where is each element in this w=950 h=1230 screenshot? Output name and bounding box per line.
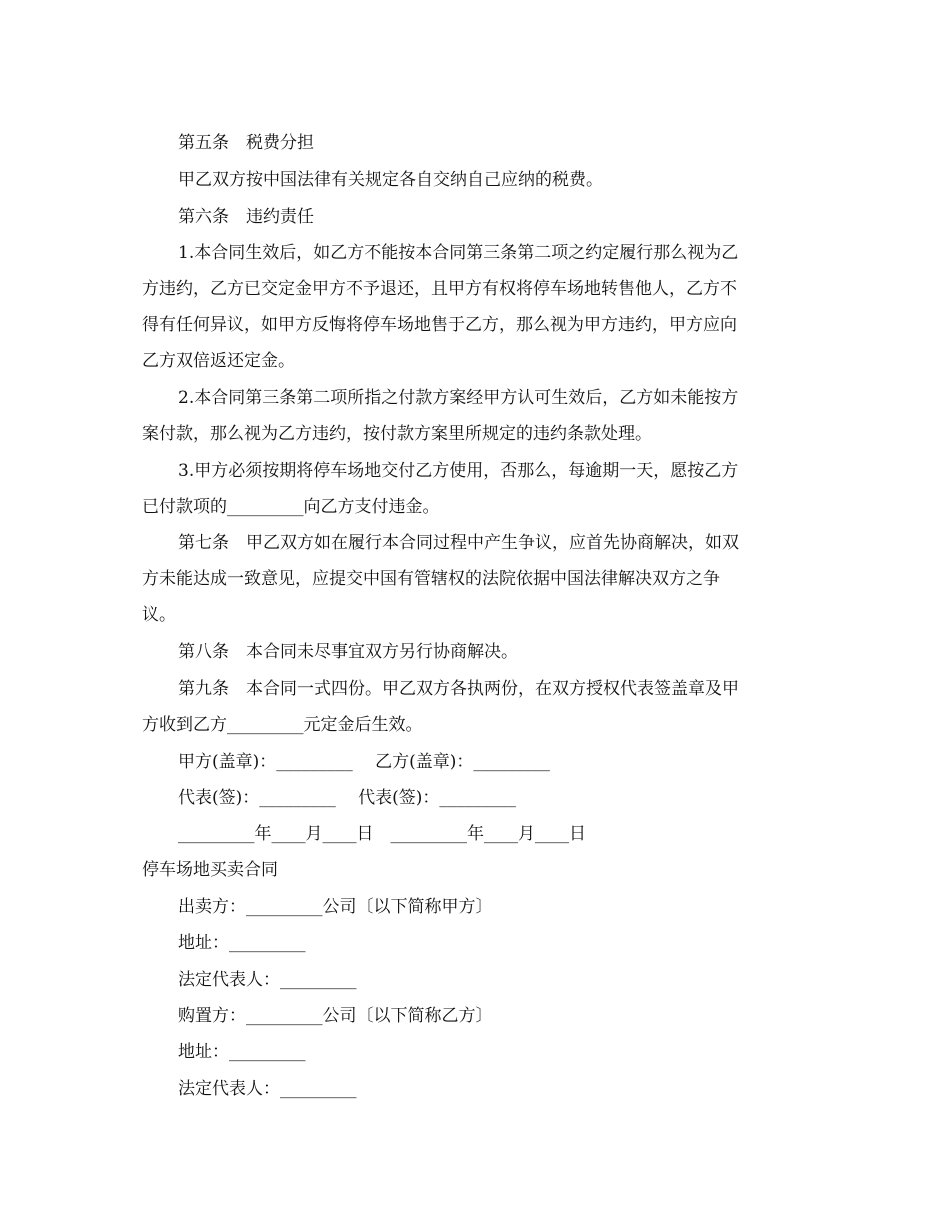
- article9-line: 第九条 本合同一式四份。甲乙双方各执两份，在双方授权代表签盖章及甲: [178, 679, 739, 699]
- seller-rep-line: 法定代表人：_________: [178, 970, 357, 990]
- buyer-line: 购置方：_________公司〔以下简称乙方〕: [178, 1006, 493, 1026]
- article6-item1-line: 方违约，乙方已交定金甲方不予退还，且甲方有权将停车场地转售他人，乙方不: [142, 279, 737, 299]
- buyer-rep-line: 法定代表人：_________: [178, 1079, 357, 1099]
- article6-item2-line: 案付款，那么视为乙方违约，按付款方案里所规定的违约条款处理。: [142, 424, 652, 444]
- article8: 第八条 本合同未尽事宜双方另行协商解决。: [178, 642, 518, 662]
- article6-title: 第六条 违约责任: [178, 207, 314, 227]
- article5-body: 甲乙双方按中国法律有关规定各自交纳自己应纳的税费。: [178, 170, 603, 190]
- article5-title: 第五条 税费分担: [178, 133, 314, 153]
- article6-item1-line: 得有任何异议，如甲方反悔将停车场地售于乙方，那么视为甲方违约，甲方应向: [142, 315, 737, 335]
- article7-line: 议。: [142, 605, 176, 625]
- article6-item1-line: 1.本合同生效后，如乙方不能按本合同第三条第二项之约定履行那么视为乙: [178, 243, 739, 263]
- article9-line: 方收到乙方_________元定金后生效。: [142, 715, 423, 735]
- next-contract-title: 停车场地买卖合同: [142, 860, 278, 880]
- article7-line: 方未能达成一致意见，应提交中国有管辖权的法院依据中国法律解决双方之争: [142, 569, 720, 589]
- signature-rep-line: 代表(签)：_________ 代表(签)：_________: [178, 788, 516, 808]
- buyer-address-line: 地址：_________: [178, 1042, 306, 1062]
- seller-address-line: 地址：_________: [178, 933, 306, 953]
- article6-item3-line: 3.甲方必须按期将停车场地交付乙方使用，否那么，每逾期一天，愿按乙方: [178, 461, 739, 481]
- signature-seal-line: 甲方(盖章)：_________ 乙方(盖章)：_________: [178, 752, 550, 772]
- signature-date-line: _________年____月____日 _________年____月____日: [178, 824, 586, 844]
- article6-item1-line: 乙方双倍返还定金。: [142, 351, 295, 371]
- article6-item2-line: 2.本合同第三条第二项所指之付款方案经甲方认可生效后，乙方如未能按方: [178, 388, 739, 408]
- article7-line: 第七条 甲乙双方如在履行本合同过程中产生争议，应首先协商解决，如双: [178, 533, 739, 553]
- article6-item3-line: 已付款项的_________向乙方支付违金。: [142, 497, 440, 517]
- seller-line: 出卖方：_________公司〔以下简称甲方〕: [178, 897, 493, 917]
